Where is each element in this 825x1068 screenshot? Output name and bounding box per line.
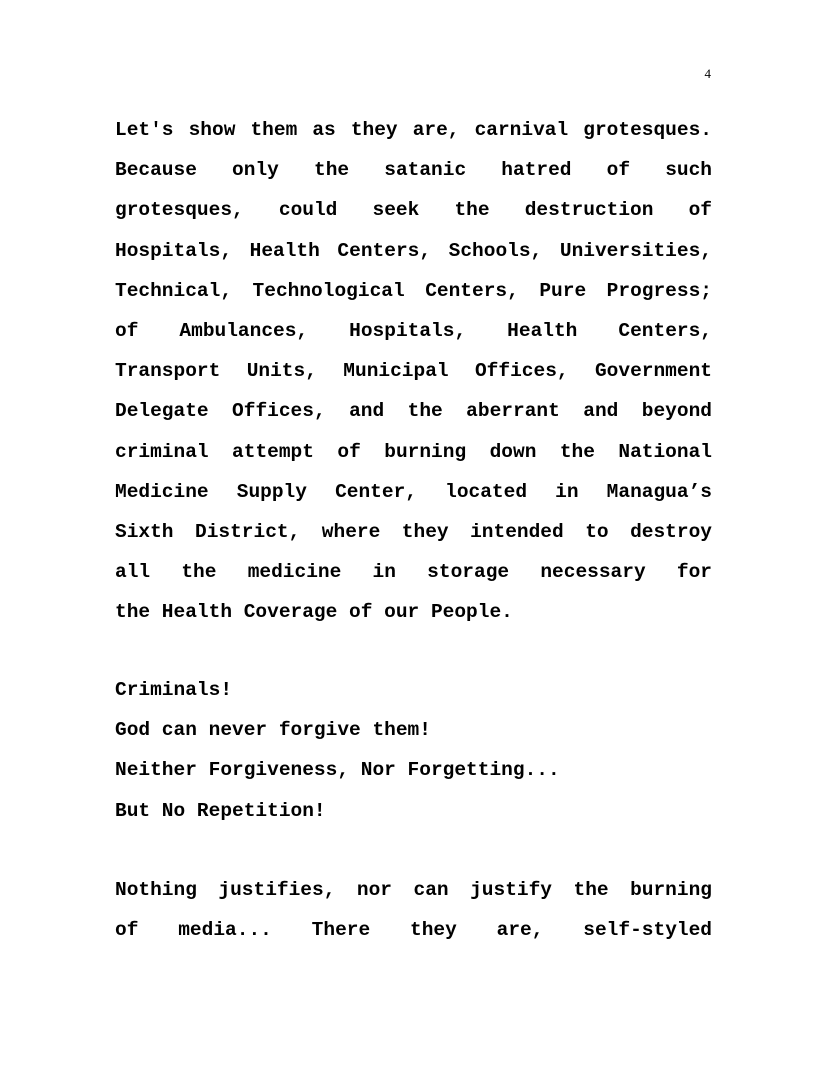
paragraph-criminals (115, 670, 712, 831)
paragraph-line: Delegate Offices, and the aberrant and beyond (115, 400, 712, 423)
paragraph-line: But No Repetition! (115, 799, 326, 822)
paragraph-line: Neither Forgiveness, Nor Forgetting... (115, 759, 560, 782)
paragraph-line: of Ambulances, Hospitals, Health Centers, (115, 319, 712, 342)
paragraph-line: criminal attempt of burning down the National (115, 440, 712, 463)
paragraph-grotesques (115, 110, 712, 632)
paragraph-line: Technical, Technological Centers, Pure Progress; (115, 279, 712, 302)
paragraph-line: God can never forgive them! (115, 719, 431, 742)
paragraph-line: Medicine Supply Center, located in Managua’s (115, 480, 712, 503)
paragraph-line: Sixth District, where they intended to destroy (115, 520, 712, 543)
paragraph-line: of media... There they are, self-styled (115, 919, 712, 942)
paragraph-line: Criminals! (115, 679, 233, 701)
paragraph-line: grotesques, could seek the destruction of (115, 199, 712, 222)
paragraph-line: all the medicine in storage necessary for (115, 561, 712, 584)
page-number: 4 (704, 66, 711, 81)
paragraph-media (115, 870, 712, 950)
paragraph-line: Because only the satanic hatred of such (115, 159, 712, 182)
paragraph-line: Hospitals, Health Centers, Schools, Universities, (115, 239, 712, 262)
paragraph-line: the Health Coverage of our People. (115, 601, 513, 624)
paragraph-line: Transport Units, Municipal Offices, Government (115, 360, 712, 383)
paragraph-line: Let's show them as they are, carnival grotesques. (115, 119, 712, 141)
paragraph-line: Nothing justifies, nor can justify the burning (115, 879, 712, 901)
